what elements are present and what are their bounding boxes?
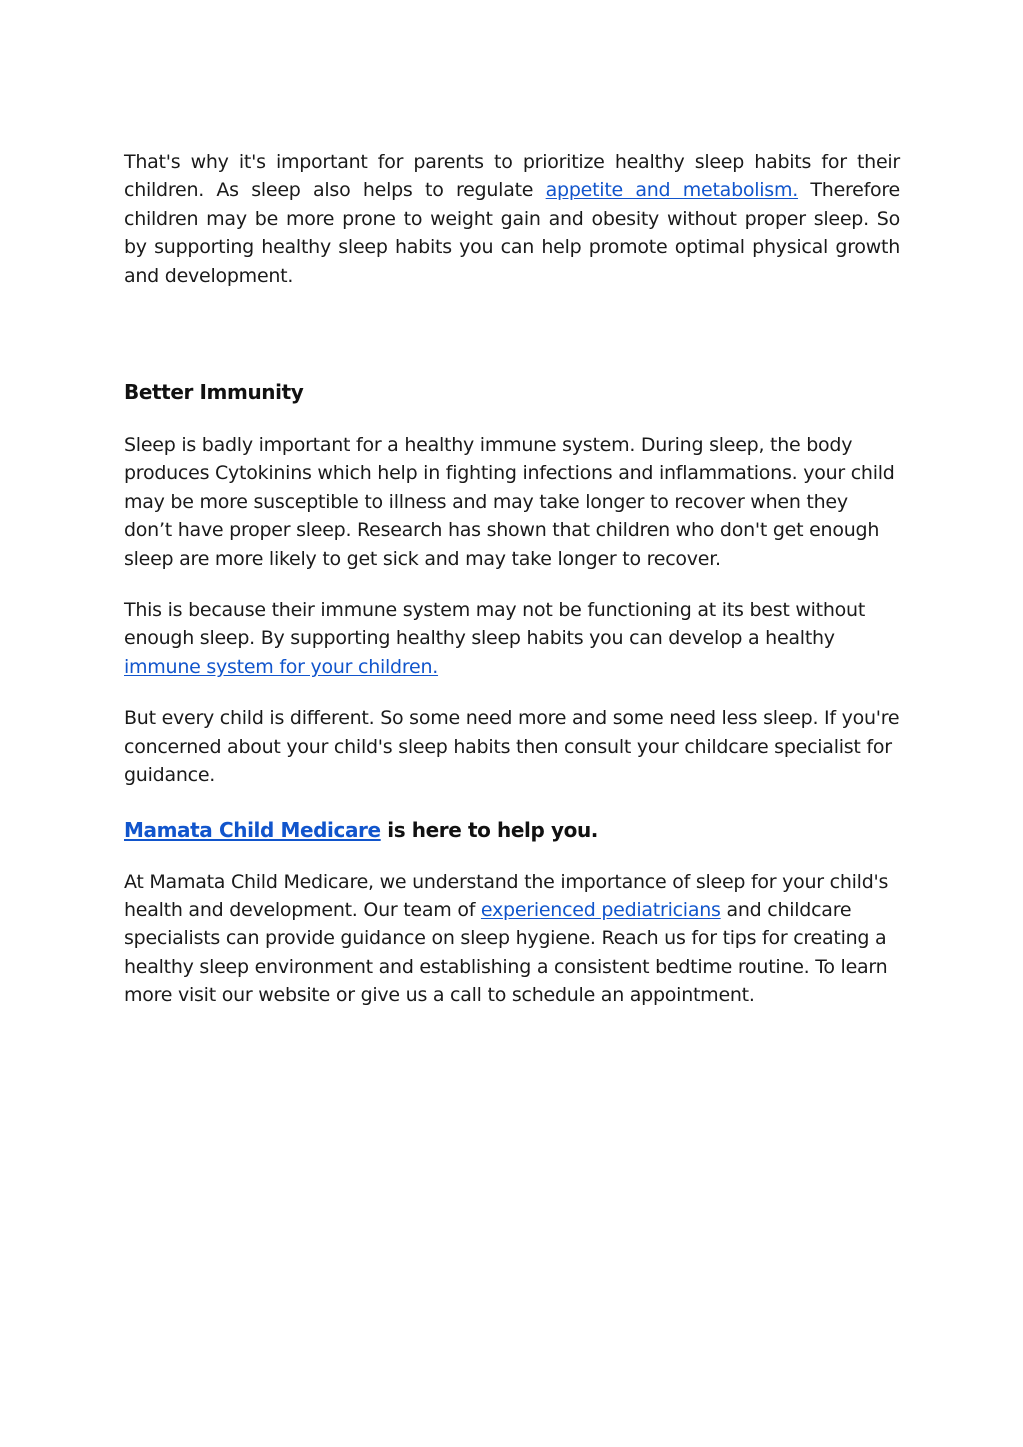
help-heading (124, 815, 900, 845)
immunity-p2-text: This is because their immune system may not be functioning at its best without enough sleep. By supporting healthy sleep habits you can develop a healthy (124, 599, 866, 650)
mamata-child-medicare-link[interactable]: Mamata Child Medicare (124, 817, 381, 842)
better-immunity-heading: Better Immunity (124, 380, 304, 405)
intro-text-after-link: Therefore children may be more prone to weight gain and obesity without proper sleep. So by supporting healthy sleep habits you can help promote optimal physical growth and development. (124, 179, 900, 287)
immunity-paragraph-2 (124, 596, 900, 681)
intro-paragraph (124, 148, 900, 290)
immunity-paragraph-1: Sleep is badly important for a healthy immune system. During sleep, the body produces Cytokinins which help in fighting infections and inflammations. your child may be more susceptible to illness and may take longer to recover when they don’t have proper sleep. Research has shown that children who don't get enough sleep are more likely to get sick and may take longer to recover. (124, 434, 895, 570)
immune-system-link[interactable]: immune system for your children. (124, 655, 439, 678)
document-page (124, 148, 900, 1010)
intro-text-before-link: That's why it's important for parents to prioritize healthy sleep habits for their children. As sleep also helps to regulate (124, 151, 900, 202)
experienced-pediatricians-link[interactable]: experienced pediatricians (480, 898, 721, 921)
paragraph-gap (124, 681, 900, 704)
help-paragraph (124, 868, 900, 1010)
section-spacer (124, 290, 900, 377)
help-text-before-link: At Mamata Child Medicare, we understand the importance of sleep for your child's health and development. Our team of (124, 870, 889, 921)
appetite-metabolism-link[interactable]: appetite and metabolism. (545, 179, 799, 202)
paragraph-gap (124, 573, 900, 596)
help-heading-rest: is here to help you. (380, 817, 598, 842)
immunity-paragraph-3: But every child is different. So some need more and some need less sleep. If you're concerned about your child's sleep habits then consult your childcare specialist for guidance. (124, 707, 900, 787)
help-text-after-link: and childcare specialists can provide guidance on sleep hygiene. Reach us for tips for creating a healthy sleep environment and establishing a consistent bedtime routine. To learn more visit our website or give us a call to schedule an appointment. (124, 898, 888, 1007)
